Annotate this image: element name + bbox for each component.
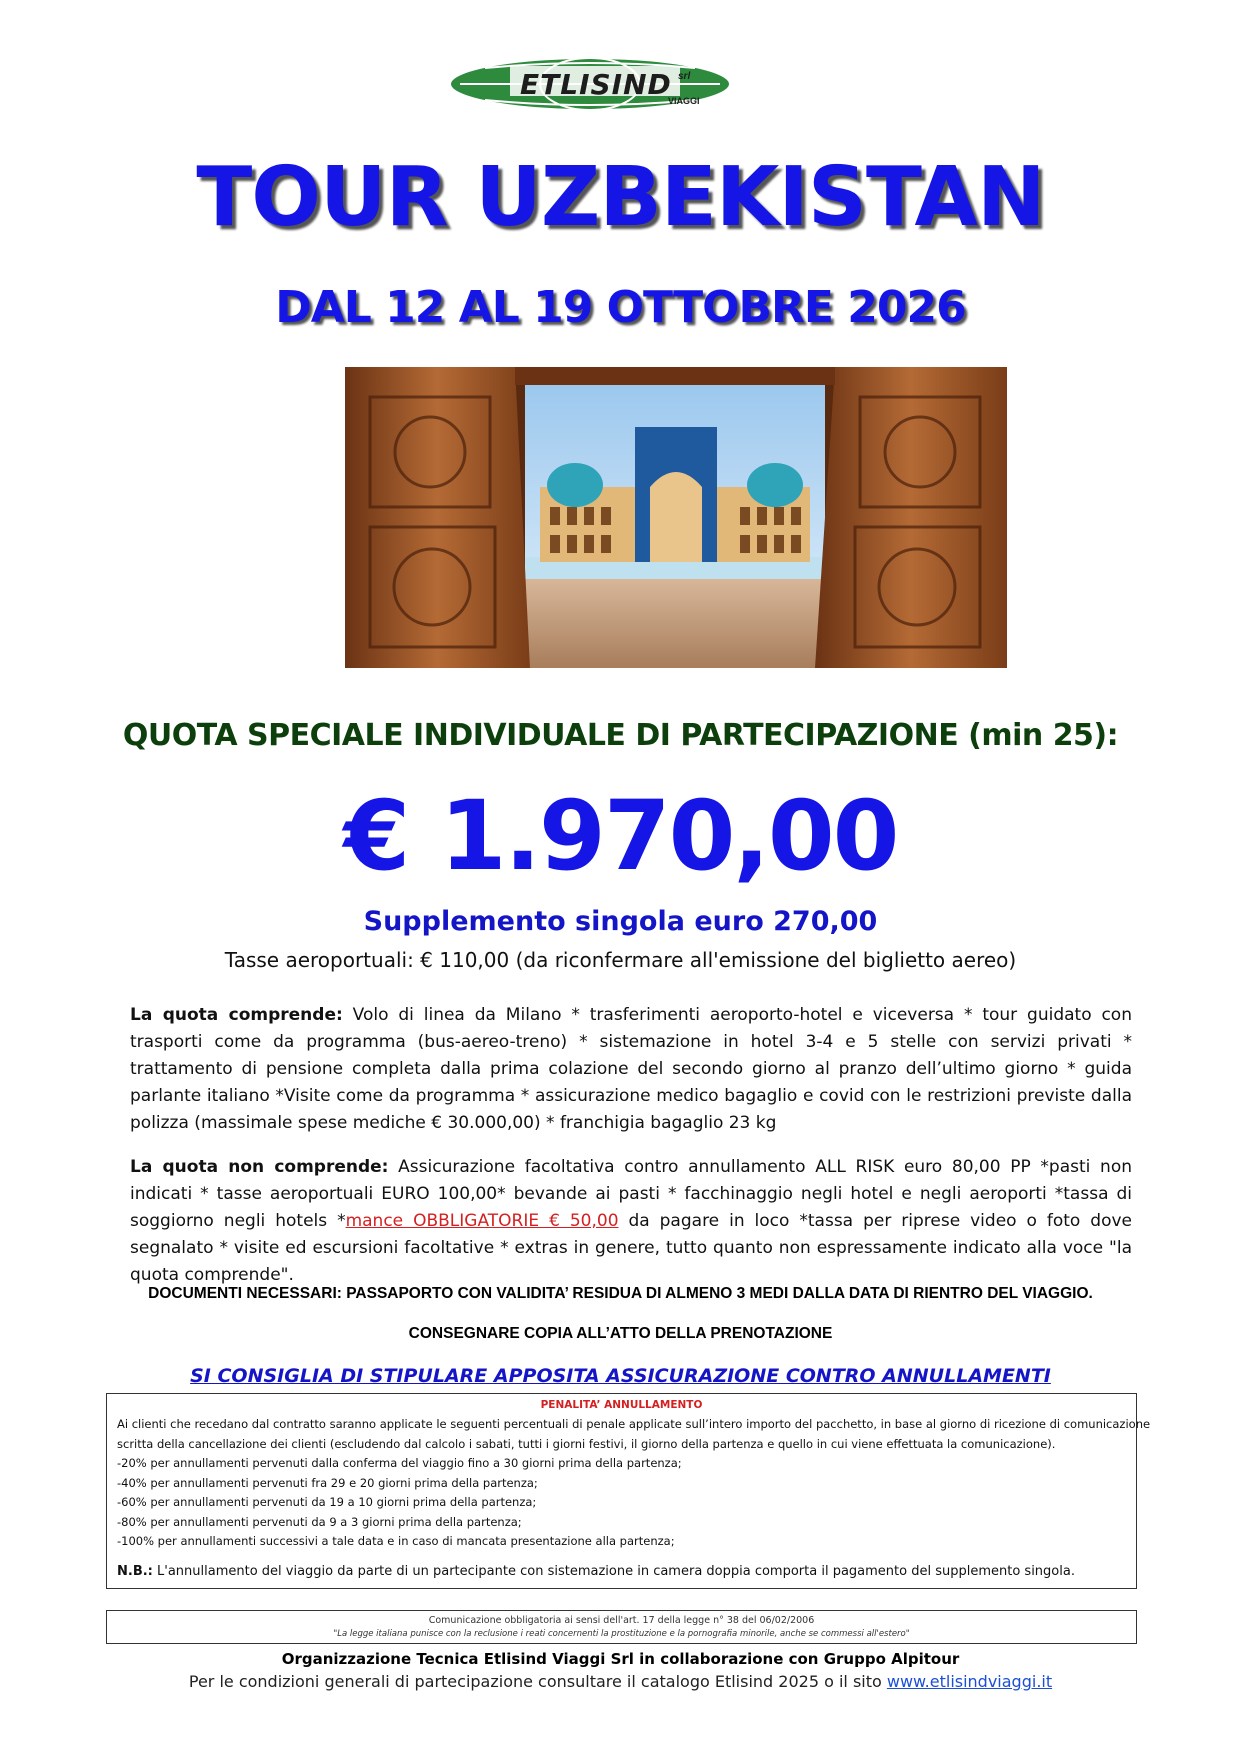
insurance-advice: SI CONSIGLIA DI STIPULARE APPOSITA ASSICURAZIONE CONTRO ANNULLAMENTI [190,1365,1051,1387]
madrasa-door-image-icon [345,367,1007,668]
comprende-label: La quota comprende: [130,1005,343,1025]
penalty-box [106,1393,1151,1589]
penalty-line: -40% per annullamenti pervenuti fra 29 e 20 giorni prima della partenza; [117,1475,538,1490]
penalty-note [117,1564,1075,1579]
mance-obbligatorie: mance OBBLIGATORIE € 50,00 [345,1211,619,1231]
legal-notice-box [106,1610,1137,1644]
nb-text: L'annullamento del viaggio da parte di un partecipante con sistemazione in camera doppia comporta il pagamento del supplemento singola. [152,1564,1075,1579]
penalty-list [117,1415,1151,1552]
nb-label: N.B.: [117,1564,153,1579]
non-comprende-text-after: da pagare in loco *tassa per riprese video o foto dove segnalato * visite ed escursioni facoltative * extras in genere, tutto quanto non espressamente indicato alla voce "la quota comprende". [130,1211,1133,1285]
penalty-line: -20% per annullamenti pervenuti dalla conferma del viaggio fino a 30 giorni prima della partenza; [117,1456,682,1470]
penalty-line: -60% per annullamenti pervenuti da 19 a 10 giorni prima della partenza; [117,1495,537,1509]
organizer: Organizzazione Tecnica Etlisind Viaggi Srl in collaborazione con Gruppo Alpitour [281,1650,960,1668]
legal-line-1: Comunicazione obbligatoria ai sensi dell'art. 17 della legge n° 38 del 06/02/2006 [428,1615,815,1626]
penalty-line: -80% per annullamenti pervenuti da 9 a 3 giorni prima della partenza; [117,1514,522,1529]
conditions-text: Per le condizioni generali di partecipazione consultare il catalogo Etlisind 2025 o il sito [188,1672,887,1691]
logo-subtitle: VIAGGI [668,96,700,106]
quota-comprende [130,1002,1132,1137]
website-link[interactable]: www.etlisindviaggi.it [886,1672,1053,1691]
quota-heading: QUOTA SPECIALE INDIVIDUALE DI PARTECIPAZIONE (min 25): [122,718,1119,753]
airport-taxes: Tasse aeroportuali: € 110,00 (da riconfermare all'emissione del biglietto aereo) [224,948,1017,972]
comprende-text: Volo di linea da Milano * trasferimenti aeroporto-hotel e viceversa * tour guidato con trasporti come da programma (bus-aereo-treno) * sistemazione in hotel 3-4 e 5 stelle con servizi privati * trattamento di pensione completa dalla prima colazione del secondo giorno al pranzo dell’ultimo giorno * guida parlante italiano *Visite come da programma * assicurazione medico bagaglio e covid con le restrizioni previste dalla polizza (massimale spese mediche € 30.000,00) * franchigia bagaglio 23 kg [130,1005,1132,1133]
legal-line-2: "La legge italiana punisce con la reclusione i reati concernenti la prostituzione e la pornografia minorile, anche se commessi all'estero" [333,1629,910,1639]
consegnare-copia: CONSEGNARE COPIA ALL’ATTO DELLA PRENOTAZIONE [408,1325,833,1342]
company-logo [440,50,800,120]
penalty-line: scritta della cancellazione dei clienti (escludendo dal calcolo i sabati, tutti i giorni festivi, il giorno della partenza e quello in cui viene effettuata la comunicazione). [117,1436,1056,1451]
quota-non-comprende [130,1154,1132,1289]
conditions-note [0,1672,1241,1691]
non-comprende-text-before: Assicurazione facoltativa contro annullamento ALL RISK euro 80,00 PP *pasti non indicati * tasse aeroportuali EURO 100,00* bevande ai pasti * facchinaggio negli hotel e negli aeroporti *tassa di soggiorno negli hotels * [130,1157,1132,1231]
logo-suffix: srl [678,71,691,82]
penalty-title: PENALITA’ ANNULLAMENTO [540,1399,703,1411]
logo-name: ETLISIND [520,68,672,101]
tour-dates: DAL 12 AL 19 OTTOBRE 2026 [275,282,966,333]
non-comprende-label: La quota non comprende: [130,1157,389,1177]
page-title: TOUR UZBEKISTAN [196,150,1045,245]
documenti-necessari: DOCUMENTI NECESSARI: PASSAPORTO CON VALIDITA’ RESIDUA DI ALMENO 3 MEDI DALLA DATA DI RIENTRO DEL VIAGGIO. [148,1285,1093,1302]
tour-photo [345,367,1007,668]
single-supplement: Supplemento singola euro 270,00 [363,906,878,937]
tour-price: € 1.970,00 [343,780,898,892]
penalty-line: -100% per annullamenti successivi a tale data e in caso di mancata presentazione alla partenza; [117,1534,675,1548]
penalty-line: Ai clienti che recedano dal contratto saranno applicate le seguenti percentuali di penale applicate sull’intero importo del pacchetto, in base al giorno di ricezione di comunicazione [117,1417,1151,1431]
